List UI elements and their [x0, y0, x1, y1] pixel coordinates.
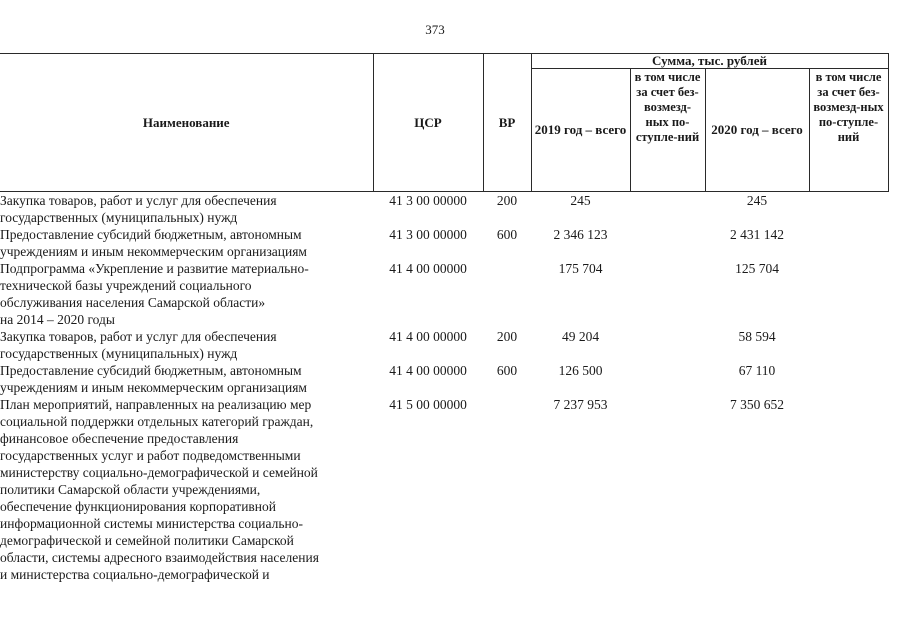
table-row	[0, 226, 888, 260]
row-name-line: и министерства социально-демографической и	[0, 567, 270, 582]
row-name	[0, 362, 373, 396]
row-2019-free	[630, 260, 705, 328]
row-name-line: области, системы адресного взаимодействия населения	[0, 550, 319, 565]
header-2020-total: 2020 год – всего	[705, 69, 809, 192]
row-2019-free	[630, 396, 705, 583]
row-name	[0, 226, 373, 260]
row-name-line: Предоставление субсидий бюджетным, автономным	[0, 363, 302, 378]
row-2020-free	[809, 192, 888, 227]
row-name-line: государственных (муниципальных) нужд	[0, 210, 238, 225]
table-body	[0, 192, 888, 584]
row-name-line: Закупка товаров, работ и услуг для обеспечения	[0, 193, 277, 208]
row-name	[0, 192, 373, 227]
row-csr: 41 4 00 00000	[389, 261, 467, 276]
row-csr: 41 3 00 00000	[389, 193, 467, 208]
header-2019-total: 2019 год – всего	[531, 69, 630, 192]
row-name-line: обеспечение функционирования корпоративной	[0, 499, 276, 514]
row-name-line: обслуживания населения Самарской области»	[0, 295, 266, 310]
row-name	[0, 396, 373, 583]
row-name-line: Подпрограмма «Укрепление и развитие материально-	[0, 261, 309, 276]
row-2020-total: 67 110	[738, 363, 776, 378]
row-name-line: социальной поддержки отдельных категорий граждан,	[0, 414, 314, 429]
row-2020-free	[809, 226, 888, 260]
row-name-line: План мероприятий, направленных на реализацию мер	[0, 397, 312, 412]
row-csr: 41 3 00 00000	[389, 227, 467, 242]
row-2020-free	[809, 396, 888, 583]
row-name-line: учреждениям и иным некоммерческим организациям	[0, 380, 307, 395]
page-number: 373	[425, 22, 445, 37]
table-row	[0, 260, 888, 328]
row-vr: 200	[496, 193, 518, 208]
row-name-line: финансовое обеспечение предоставления	[0, 431, 239, 446]
row-2019-free	[630, 192, 705, 227]
row-2019-total: 245	[570, 193, 591, 208]
row-name-line: Предоставление субсидий бюджетным, автономным	[0, 227, 302, 242]
row-vr	[483, 260, 531, 328]
row-name	[0, 328, 373, 362]
row-2019-total: 175 704	[558, 261, 603, 276]
table-row	[0, 396, 888, 583]
row-2019-free	[630, 328, 705, 362]
table-row	[0, 328, 888, 362]
row-csr: 41 4 00 00000	[389, 363, 467, 378]
row-2020-total: 125 704	[735, 261, 779, 276]
table-row	[0, 192, 888, 227]
row-2019-total: 2 346 123	[553, 227, 608, 242]
row-vr	[483, 396, 531, 583]
row-name-line: учреждениям и иным некоммерческим организациям	[0, 244, 307, 259]
header-2019-free: в том числе за счет без-возмезд-ных по-ступле-ний	[630, 69, 705, 192]
row-2019-free	[630, 226, 705, 260]
header-vr: ВР	[483, 54, 531, 192]
row-2020-total: 2 431 142	[730, 227, 784, 242]
row-csr: 41 4 00 00000	[389, 329, 467, 344]
row-2020-total: 7 350 652	[730, 397, 784, 412]
row-2019-free	[630, 362, 705, 396]
row-vr: 600	[496, 227, 518, 242]
row-name-line: на 2014 – 2020 годы	[0, 312, 115, 327]
row-vr: 600	[496, 363, 518, 378]
row-name-line: Закупка товаров, работ и услуг для обеспечения	[0, 329, 277, 344]
row-csr: 41 5 00 00000	[389, 397, 467, 412]
row-2019-total: 49 204	[561, 329, 600, 344]
table-row	[0, 362, 888, 396]
row-name-line: информационной системы министерства социально-	[0, 516, 303, 531]
row-2020-free	[809, 362, 888, 396]
row-2019-total: 126 500	[558, 363, 603, 378]
row-name-line: министерству социально-демографической и семейной	[0, 465, 318, 480]
header-name: Наименование	[0, 54, 373, 192]
row-name-line: политики Самарской области учреждениями,	[0, 482, 261, 497]
header-2020-free: в том числе за счет без-возмезд-ных по-ступле-ний	[809, 69, 888, 192]
header-sum-group: Сумма, тыс. рублей	[531, 54, 888, 69]
row-vr: 200	[496, 329, 518, 344]
row-2019-total: 7 237 953	[553, 397, 608, 412]
row-2020-total: 58 594	[738, 329, 776, 344]
row-name-line: технической базы учреждений социального	[0, 278, 252, 293]
row-2020-total: 245	[746, 193, 768, 208]
row-name-line: государственных услуг и работ подведомственными	[0, 448, 301, 463]
row-name-line: демографической и семейной политики Самарской	[0, 533, 294, 548]
row-2020-free	[809, 260, 888, 328]
row-name	[0, 260, 373, 328]
row-name-line: государственных (муниципальных) нужд	[0, 346, 238, 361]
header-csr: ЦСР	[373, 54, 483, 192]
row-2020-free	[809, 328, 888, 362]
budget-table	[0, 53, 889, 583]
